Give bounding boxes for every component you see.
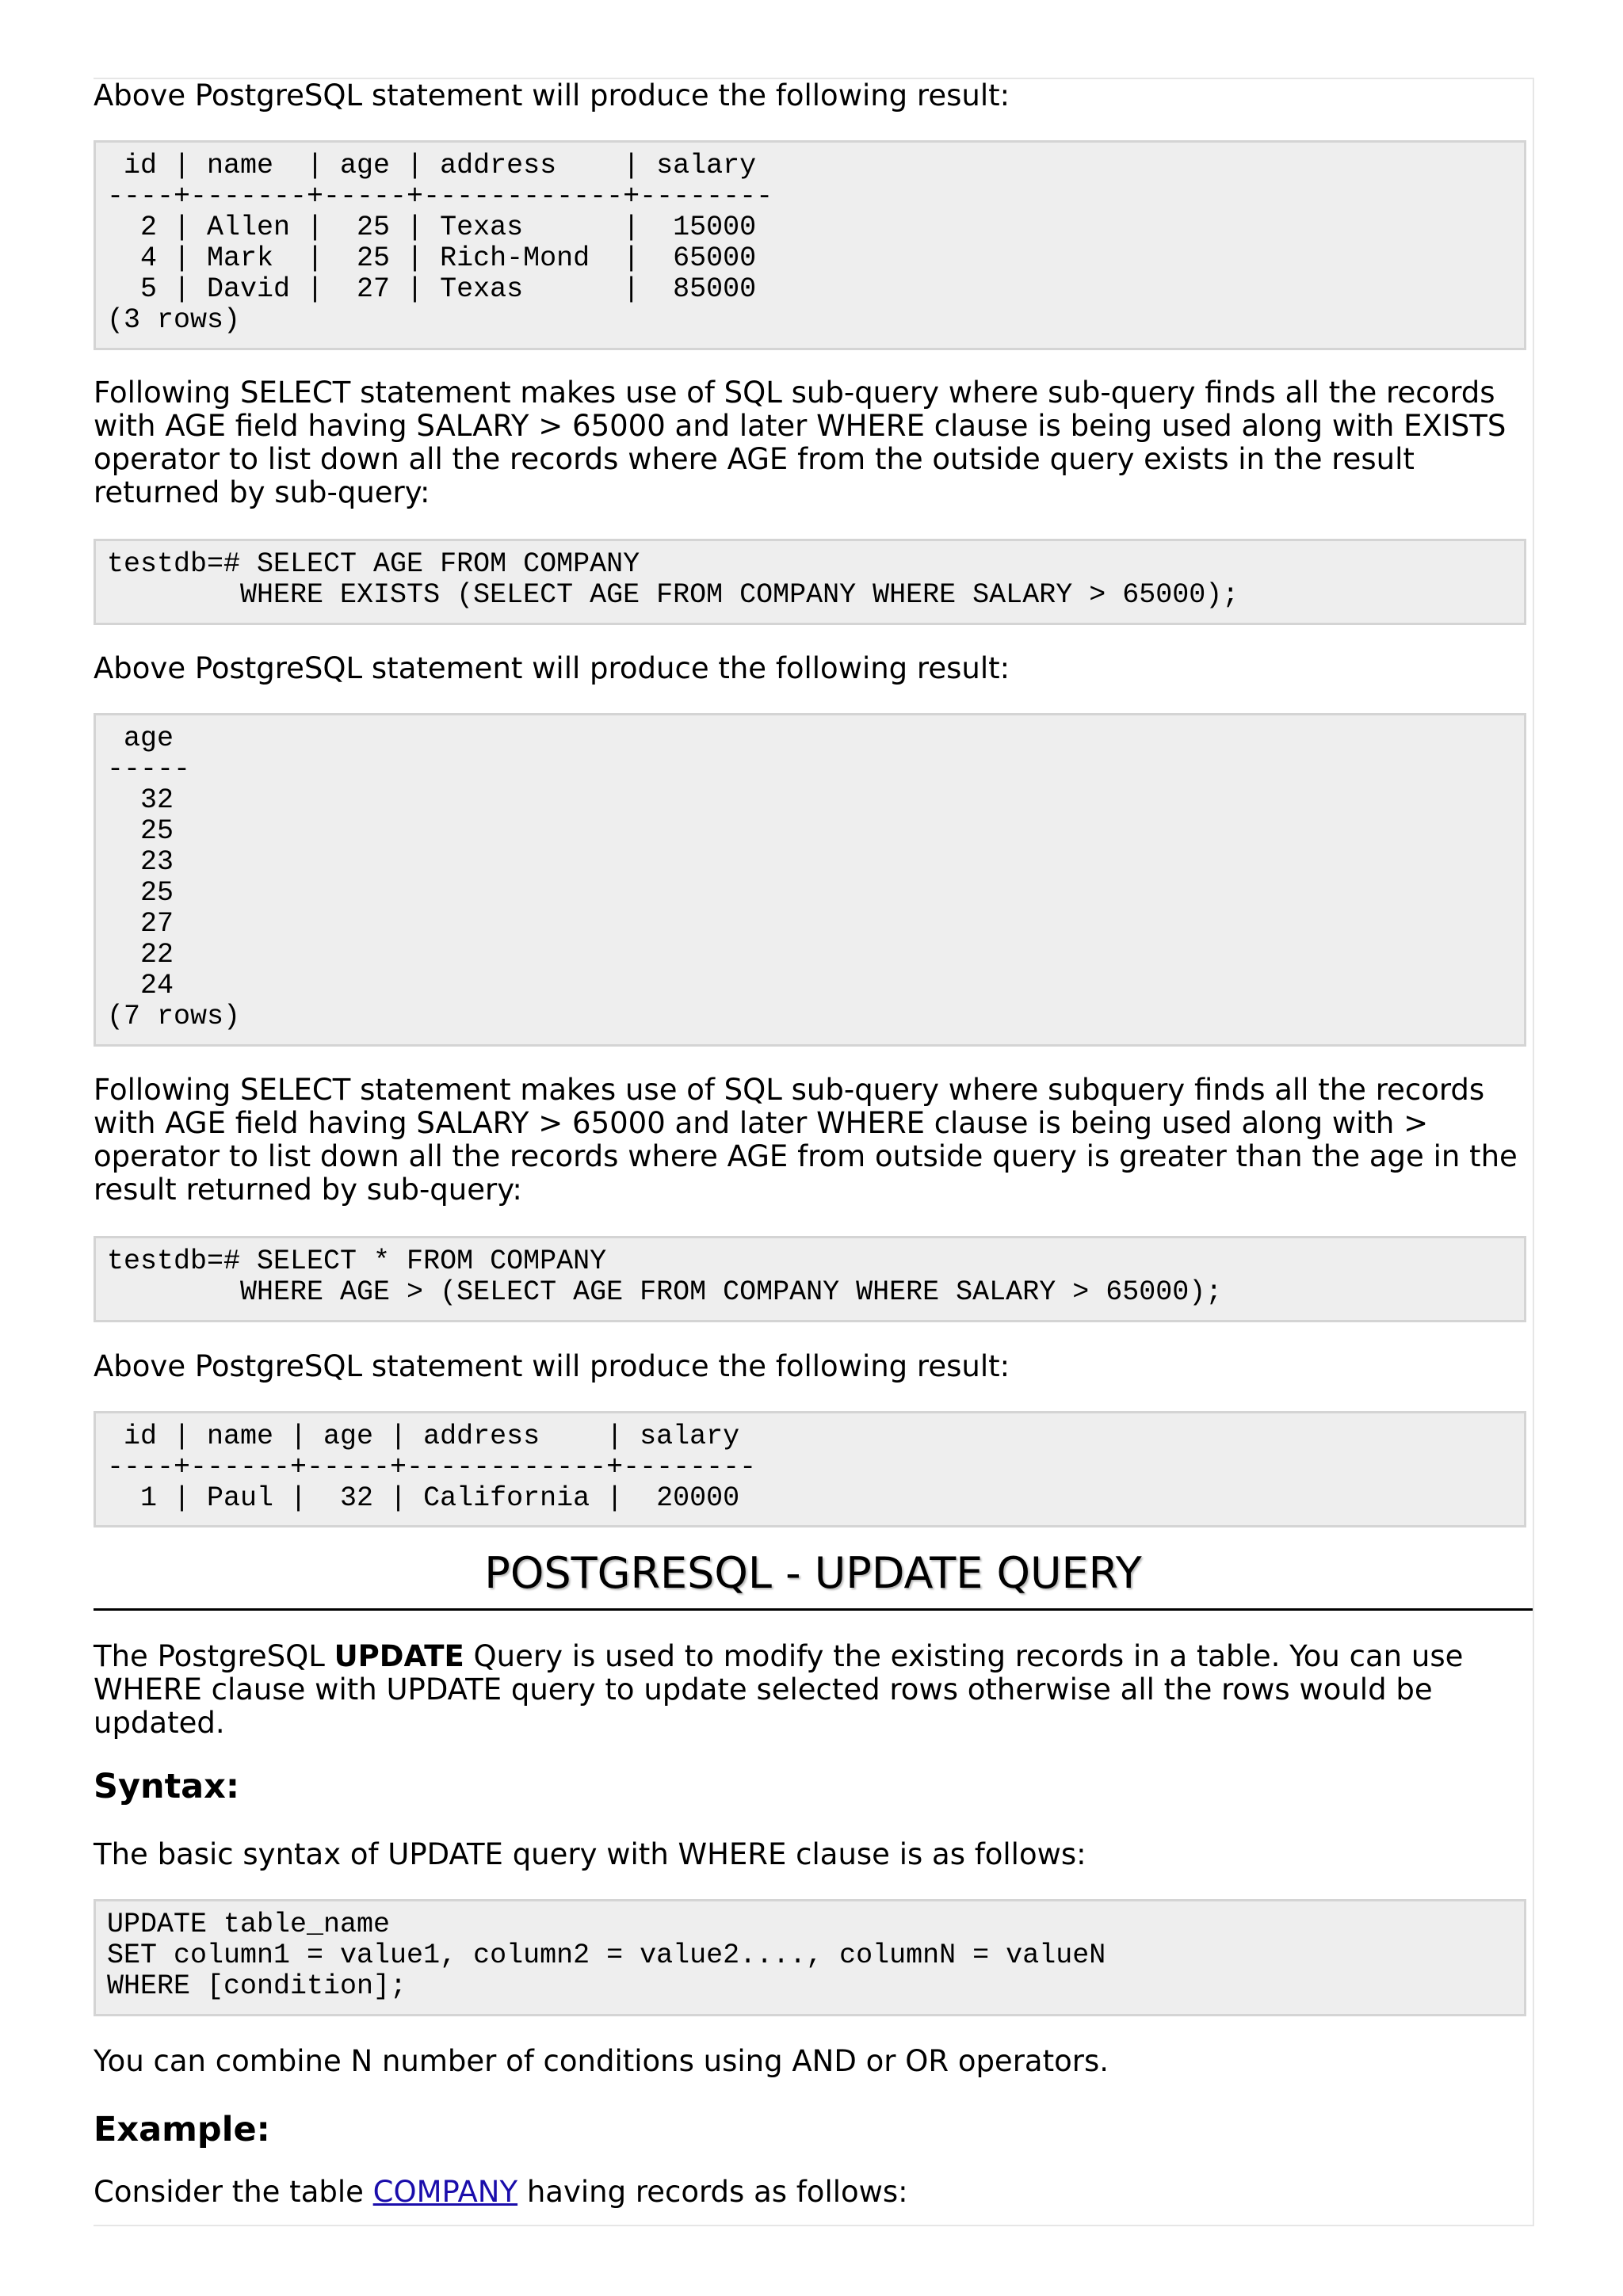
paragraph-syntax-intro: The basic syntax of UPDATE query with WHERE clause is as follows: (94, 1837, 1086, 1871)
paragraph-result-intro-2: Above PostgreSQL statement will produce the following result: (94, 651, 1010, 685)
section-title: POSTGRESQL - UPDATE QUERY (484, 1548, 1142, 1598)
example-heading: Example: (94, 2110, 270, 2149)
paragraph-result-intro-1: Above PostgreSQL statement will produce the following result: (94, 78, 1010, 113)
document-page (94, 78, 1534, 2226)
paragraph-greater-subquery: Following SELECT statement makes use of SQL sub-query where subquery finds all the records with AGE field having SALARY > 65000 and later WHERE clause is being used along with > operator to list down all the records where AGE from outside query is greater than the age in the result returned by sub-query: (94, 1073, 1518, 1207)
code-block-update-syntax: UPDATE table_name SET column1 = value1, column2 = value2...., columnN = valueN WHERE [condition]; (94, 1899, 1526, 2016)
paragraph-exists-subquery: Following SELECT statement makes use of SQL sub-query where sub-query finds all the records with AGE field having SALARY > 65000 and later WHERE clause is being used along with EXISTS operator to list down all the records where AGE from the outside query exists in the result returned by sub-query: (94, 376, 1507, 509)
consider-before: Consider the table (94, 2175, 373, 2209)
update-intro-after: Query is used to modify the existing records in a table. You can use WHERE clause with UPDATE query to update selected rows otherwise all the rows would be updated. (94, 1639, 1464, 1740)
update-intro-bold: UPDATE (334, 1639, 464, 1673)
code-block-result-2: age ----- 32 25 23 25 27 22 24 (7 rows) (94, 713, 1526, 1047)
code-block-result-3: id | name | age | address | salary ----+------+-----+------------+-------- 1 | Paul | 32 | California | 20000 (94, 1411, 1526, 1527)
company-link[interactable]: COMPANY (372, 2175, 518, 2209)
consider-after: having records as follows: (517, 2175, 908, 2209)
code-block-greater-query: testdb=# SELECT * FROM COMPANY WHERE AGE > (SELECT AGE FROM COMPANY WHERE SALARY > 65000); (94, 1236, 1526, 1322)
code-block-exists-query: testdb=# SELECT AGE FROM COMPANY WHERE EXISTS (SELECT AGE FROM COMPANY WHERE SALARY > 65000); (94, 539, 1526, 625)
section-title-rule (94, 1608, 1533, 1611)
code-block-result-1: id | name | age | address | salary ----+-------+-----+------------+-------- 2 | Allen | 25 | Texas | 15000 4 | Mark | 25 | Rich-Mond | 65000 5 | David | 27 | Texas | 85000 (3 rows) (94, 140, 1526, 350)
syntax-heading: Syntax: (94, 1767, 240, 1806)
paragraph-result-intro-3: Above PostgreSQL statement will produce the following result: (94, 1349, 1010, 1383)
paragraph-consider-table (94, 2176, 1533, 2209)
paragraph-combine-conditions: You can combine N number of conditions using AND or OR operators. (94, 2044, 1109, 2078)
paragraph-update-intro (94, 1640, 1533, 1740)
update-intro-before: The PostgreSQL (94, 1639, 334, 1673)
